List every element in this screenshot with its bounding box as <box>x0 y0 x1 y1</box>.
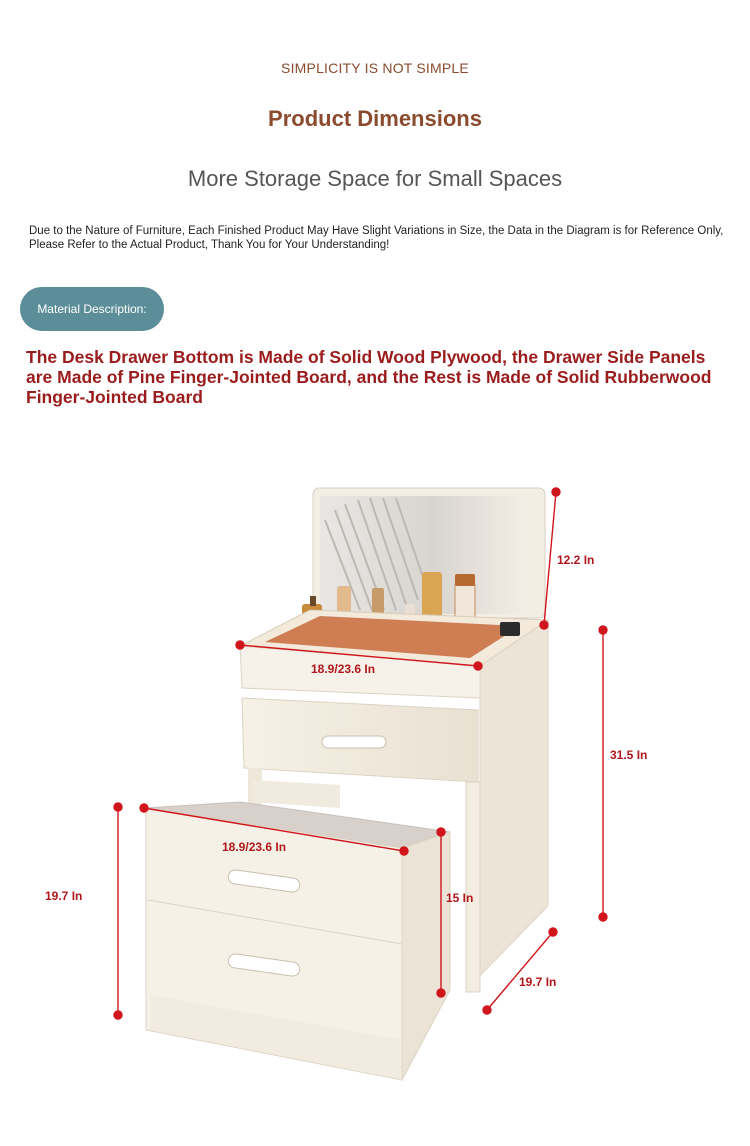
desk-height-label: 31.5 In <box>610 748 648 762</box>
tagline: SIMPLICITY IS NOT SIMPLE <box>281 60 469 76</box>
stool-width-label: 18.9/23.6 In <box>222 840 287 854</box>
material-description-badge: Material Description: <box>20 287 164 331</box>
page-title: Product Dimensions <box>268 106 482 131</box>
page-subtitle: More Storage Space for Small Spaces <box>187 166 563 191</box>
stool-height-label: 19.7 In <box>45 889 83 903</box>
depth-label: 19.7 In <box>519 975 557 989</box>
material-description-text: The Desk Drawer Bottom is Made of Solid Wood Plywood, the Drawer Side Panels are Made of Pine Finger-Jointed Board, and the Rest is Made of Solid Rubberwood Finger-Jointed Board <box>26 347 712 407</box>
mirror-height-label: 12.2 In <box>557 553 595 567</box>
stool <box>146 802 450 1080</box>
desk-width-label: 18.9/23.6 In <box>311 662 376 676</box>
disclaimer-note: Due to the Nature of Furniture, Each Finished Product May Have Slight Variations in Size, the Data in the Diagram is for Reference Only, Please Refer to the Actual Product, Thank You for Your Understanding! <box>29 225 724 251</box>
product-diagram <box>0 470 750 1146</box>
stool-inner-height-label: 15 In <box>446 891 474 905</box>
